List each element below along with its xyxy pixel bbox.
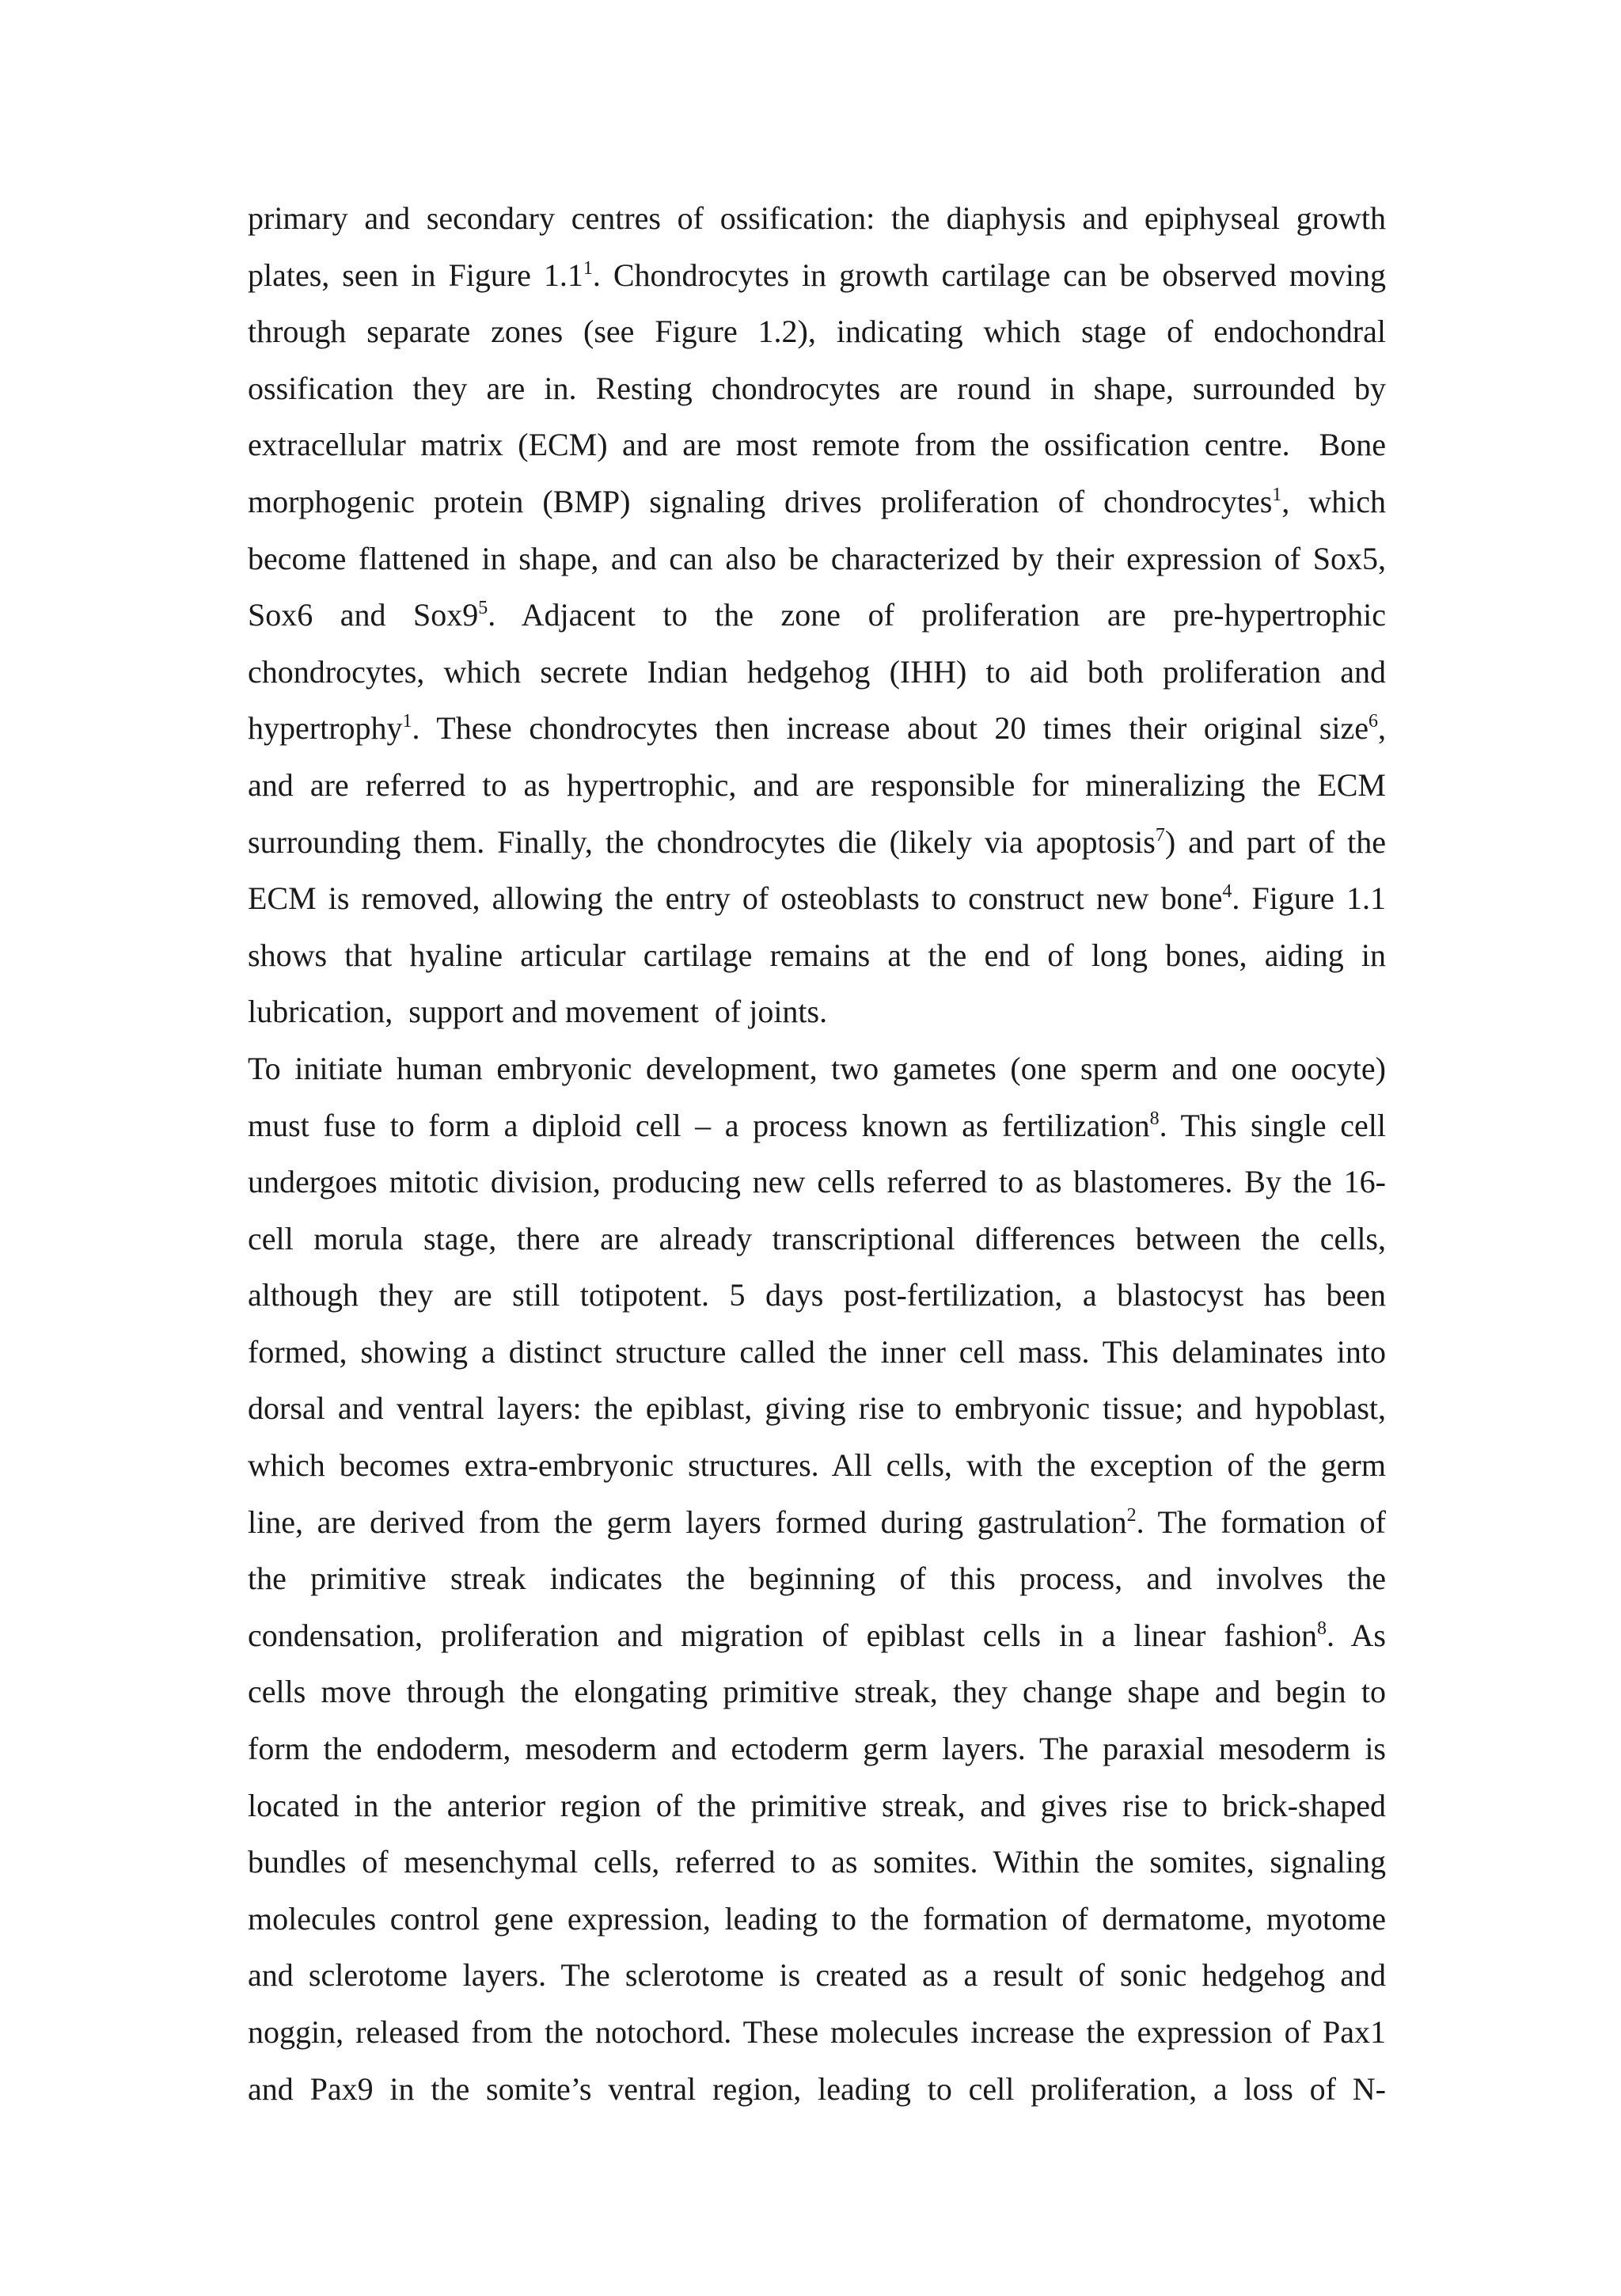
text-segment: ) and part of the xyxy=(1164,823,1386,860)
text-segment: plates, seen in Figure 1.1 xyxy=(248,257,583,293)
text-line xyxy=(248,587,1386,644)
text-line xyxy=(248,700,1386,757)
text-segment: . Chondrocytes in growth cartilage can be observed moving xyxy=(592,257,1386,293)
text-line xyxy=(248,1663,1386,1720)
text-line xyxy=(248,1891,1386,1948)
text-segment: . Figure 1.1 xyxy=(1232,880,1386,917)
text-line xyxy=(248,1947,1386,2004)
text-line xyxy=(248,473,1386,530)
text-segment: chondrocytes, which secrete Indian hedgehog (IHH) to aid both proliferation and xyxy=(248,653,1386,690)
citation-superscript: 8 xyxy=(1149,1108,1160,1129)
text-segment: , xyxy=(1378,710,1386,747)
text-segment: surrounding them. Finally, the chondrocytes die (likely via apoptosis xyxy=(248,823,1156,860)
text-segment: ossification they are in. Resting chondrocytes are round in shape, surrounded by xyxy=(248,370,1386,406)
text-segment: dorsal and ventral layers: the epiblast, giving rise to embryonic tissue; and hypoblast, xyxy=(248,1390,1386,1427)
text-line xyxy=(248,1550,1386,1607)
citation-superscript: 8 xyxy=(1316,1617,1327,1639)
citation-superscript: 7 xyxy=(1155,824,1165,846)
text-line xyxy=(248,1267,1386,1324)
text-segment: morphogenic protein (BMP) signaling drives proliferation of chondrocytes xyxy=(248,483,1273,519)
text-line xyxy=(248,190,1386,247)
text-line xyxy=(248,1211,1386,1268)
citation-superscript: 4 xyxy=(1222,881,1232,903)
text-line xyxy=(248,1040,1386,1097)
text-segment: cells move through the elongating primitive streak, they change shape and begin to xyxy=(248,1674,1386,1710)
text-segment: Sox6 and Sox9 xyxy=(248,597,479,633)
body-text xyxy=(248,190,1386,2117)
citation-superscript: 1 xyxy=(402,711,412,732)
text-segment: . Adjacent to the zone of proliferation are pre-hypertrophic xyxy=(488,597,1386,633)
text-segment: condensation, proliferation and migration of epiblast cells in a linear fashion xyxy=(248,1617,1317,1653)
text-line xyxy=(248,757,1386,814)
text-line xyxy=(248,1097,1386,1154)
text-segment: form the endoderm, mesoderm and ectoderm germ layers. The paraxial mesoderm is xyxy=(248,1731,1386,1767)
text-segment: the primitive streak indicates the beginning of this process, and involves the xyxy=(248,1560,1386,1597)
text-line xyxy=(248,1777,1386,1834)
text-segment: must fuse to form a diploid cell – a process known as fertilization xyxy=(248,1107,1150,1143)
text-segment: hypertrophy xyxy=(248,710,403,747)
text-segment: shows that hyaline articular cartilage remains at the end of long bones, aiding in xyxy=(248,937,1386,973)
text-line xyxy=(248,1720,1386,1777)
text-line xyxy=(248,1607,1386,1664)
text-line xyxy=(248,983,1386,1040)
text-line xyxy=(248,927,1386,984)
text-segment: although they are still totipotent. 5 days post-fertilization, a blastocyst has been xyxy=(248,1277,1386,1313)
text-segment: cell morula stage, there are already transcriptional differences between the cells, xyxy=(248,1220,1386,1256)
text-segment: lubrication, support and movement of joints. xyxy=(248,994,828,1030)
text-segment: become flattened in shape, and can also be characterized by their expression of Sox5, xyxy=(248,540,1386,576)
text-segment: and are referred to as hypertrophic, and are responsible for mineralizing the ECM xyxy=(248,766,1386,803)
text-line xyxy=(248,1494,1386,1551)
citation-superscript: 6 xyxy=(1369,711,1378,732)
text-segment: and Pax9 in the somite’s ventral region, leading to cell proliferation, a loss of N- xyxy=(248,2070,1386,2107)
citation-superscript: 5 xyxy=(478,598,488,619)
text-line xyxy=(248,1437,1386,1494)
text-segment: and sclerotome layers. The sclerotome is created as a result of sonic hedgehog and xyxy=(248,1957,1386,1994)
text-line xyxy=(248,2004,1386,2061)
text-segment: formed, showing a distinct structure called the inner cell mass. This delaminates into xyxy=(248,1333,1386,1370)
text-line xyxy=(248,644,1386,701)
text-segment: extracellular matrix (ECM) and are most remote from the ossification centre. Bone xyxy=(248,427,1386,463)
text-segment: . The formation of xyxy=(1136,1503,1386,1540)
citation-superscript: 1 xyxy=(1272,484,1282,505)
text-segment: To initiate human embryonic development, two gametes (one sperm and one oocyte) xyxy=(248,1050,1386,1086)
text-line xyxy=(248,530,1386,587)
text-line xyxy=(248,416,1386,473)
citation-superscript: 2 xyxy=(1126,1504,1137,1526)
text-segment: through separate zones (see Figure 1.2), indicating which stage of endochondral xyxy=(248,314,1386,350)
text-line xyxy=(248,1834,1386,1891)
text-segment: line, are derived from the germ layers formed during gastrulation xyxy=(248,1503,1127,1540)
text-line xyxy=(248,2061,1386,2118)
text-line xyxy=(248,814,1386,871)
text-line xyxy=(248,1324,1386,1381)
text-line xyxy=(248,1380,1386,1437)
text-line xyxy=(248,870,1386,927)
text-segment: located in the anterior region of the primitive streak, and gives rise to brick-shaped xyxy=(248,1787,1386,1823)
text-segment: primary and secondary centres of ossification: the diaphysis and epiphyseal growth xyxy=(248,200,1386,236)
text-segment: . As xyxy=(1326,1617,1386,1653)
text-segment: noggin, released from the notochord. These molecules increase the expression of Pax1 xyxy=(248,2014,1386,2050)
text-segment: which becomes extra-embryonic structures. All cells, with the exception of the germ xyxy=(248,1447,1386,1484)
text-line xyxy=(248,1154,1386,1211)
text-segment: undergoes mitotic division, producing new cells referred to as blastomeres. By the 16- xyxy=(248,1164,1386,1200)
text-line xyxy=(248,360,1386,417)
text-segment: . This single cell xyxy=(1159,1107,1387,1143)
text-segment: , which xyxy=(1281,483,1386,519)
text-segment: molecules control gene expression, leading to the formation of dermatome, myotome xyxy=(248,1900,1386,1937)
citation-superscript: 1 xyxy=(583,257,593,279)
text-segment: ECM is removed, allowing the entry of osteoblasts to construct new bone xyxy=(248,880,1223,917)
text-line xyxy=(248,303,1386,360)
text-segment: bundles of mesenchymal cells, referred to as somites. Within the somites, signaling xyxy=(248,1844,1386,1880)
text-line xyxy=(248,247,1386,304)
text-segment: . These chondrocytes then increase about 20 times their original size xyxy=(412,710,1369,747)
